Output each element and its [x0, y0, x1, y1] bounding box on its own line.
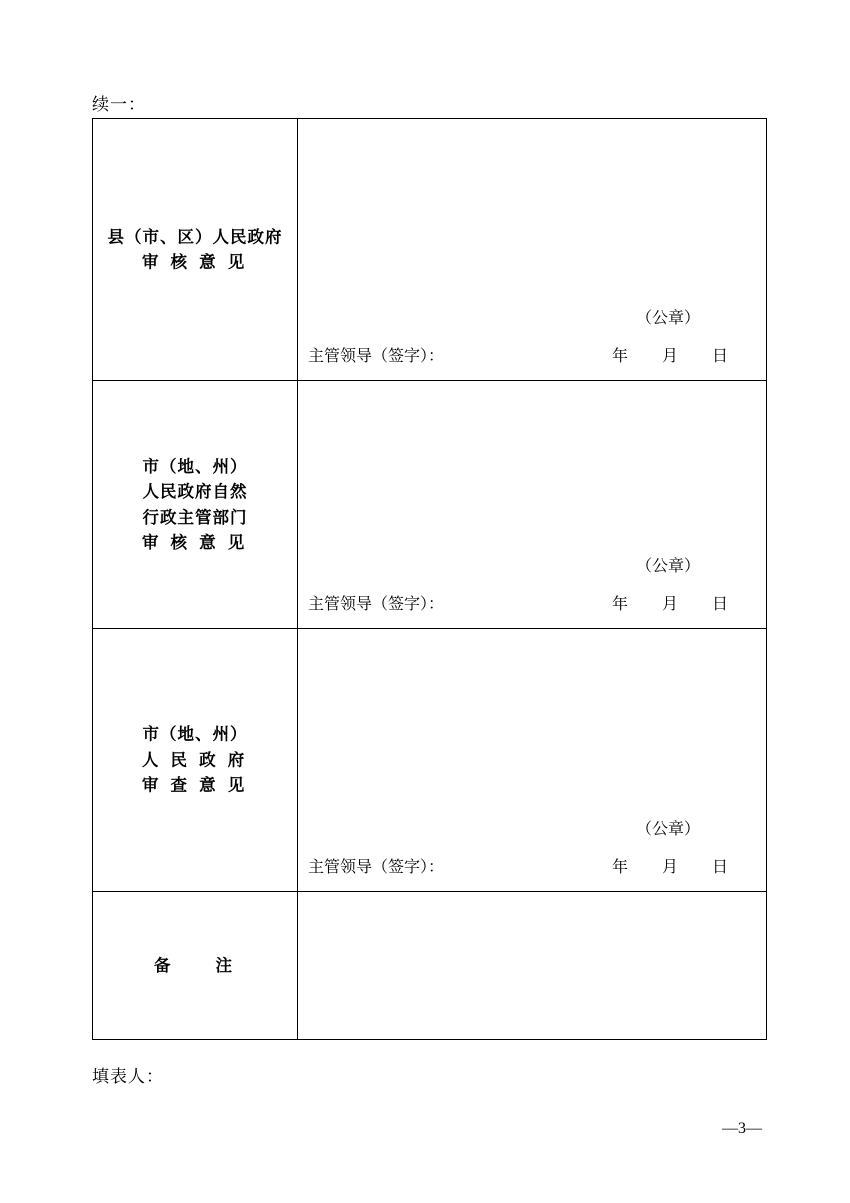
signature-label: 主管领导（签字）： — [308, 348, 445, 365]
date-day: 日 — [711, 348, 728, 365]
date-group — [612, 343, 728, 366]
row-body-cell-county[interactable] — [298, 119, 767, 381]
row-body-cell-city-government[interactable] — [298, 629, 767, 892]
table-row — [93, 119, 767, 381]
seal-placeholder: （公章） — [635, 821, 700, 838]
row-label-line: 人 民 政 府 — [141, 750, 249, 770]
row-label-line: 市（地、州） — [142, 724, 248, 744]
row-label-line: 县（市、区）人民政府 — [107, 226, 283, 246]
table-row — [93, 381, 767, 629]
signature-line — [308, 343, 758, 366]
row-label-line: 备 注 — [154, 955, 236, 975]
row-label-line: 审 核 意 见 — [141, 252, 249, 272]
row-label-cell-county — [93, 119, 298, 381]
row-label-line: 人民政府自然 — [142, 481, 248, 501]
date-year: 年 — [611, 596, 628, 613]
row-label-cell-remarks — [93, 892, 298, 1040]
filler-label: 填表人： — [92, 1067, 164, 1086]
table-row — [93, 629, 767, 892]
row-body-cell-city-department[interactable] — [298, 381, 767, 629]
signature-line — [308, 591, 758, 614]
date-month: 月 — [661, 859, 678, 876]
row-label-cell-city-government — [93, 629, 298, 892]
date-year: 年 — [611, 859, 628, 876]
date-month: 月 — [661, 348, 678, 365]
seal-placeholder: （公章） — [635, 558, 700, 575]
seal-placeholder: （公章） — [635, 310, 700, 327]
row-label-line: 审 查 意 见 — [141, 775, 249, 795]
date-year: 年 — [611, 348, 628, 365]
row-body-cell-remarks[interactable] — [298, 892, 767, 1040]
date-day: 日 — [711, 859, 728, 876]
continuation-label: 续一： — [92, 95, 146, 114]
date-group — [612, 854, 728, 877]
date-group — [612, 591, 728, 614]
page-number: —3— — [722, 1120, 762, 1137]
row-label-line: 行政主管部门 — [142, 507, 248, 527]
date-month: 月 — [661, 596, 678, 613]
signature-line — [308, 854, 758, 877]
row-label-cell-city-department — [93, 381, 298, 629]
signature-label: 主管领导（签字）： — [308, 859, 445, 876]
row-label-line: 市（地、州） — [142, 456, 248, 476]
date-day: 日 — [711, 596, 728, 613]
row-label-line: 审 核 意 见 — [141, 533, 249, 553]
table-row — [93, 892, 767, 1040]
signature-label: 主管领导（签字）： — [308, 596, 445, 613]
approval-opinions-table — [92, 118, 767, 1040]
